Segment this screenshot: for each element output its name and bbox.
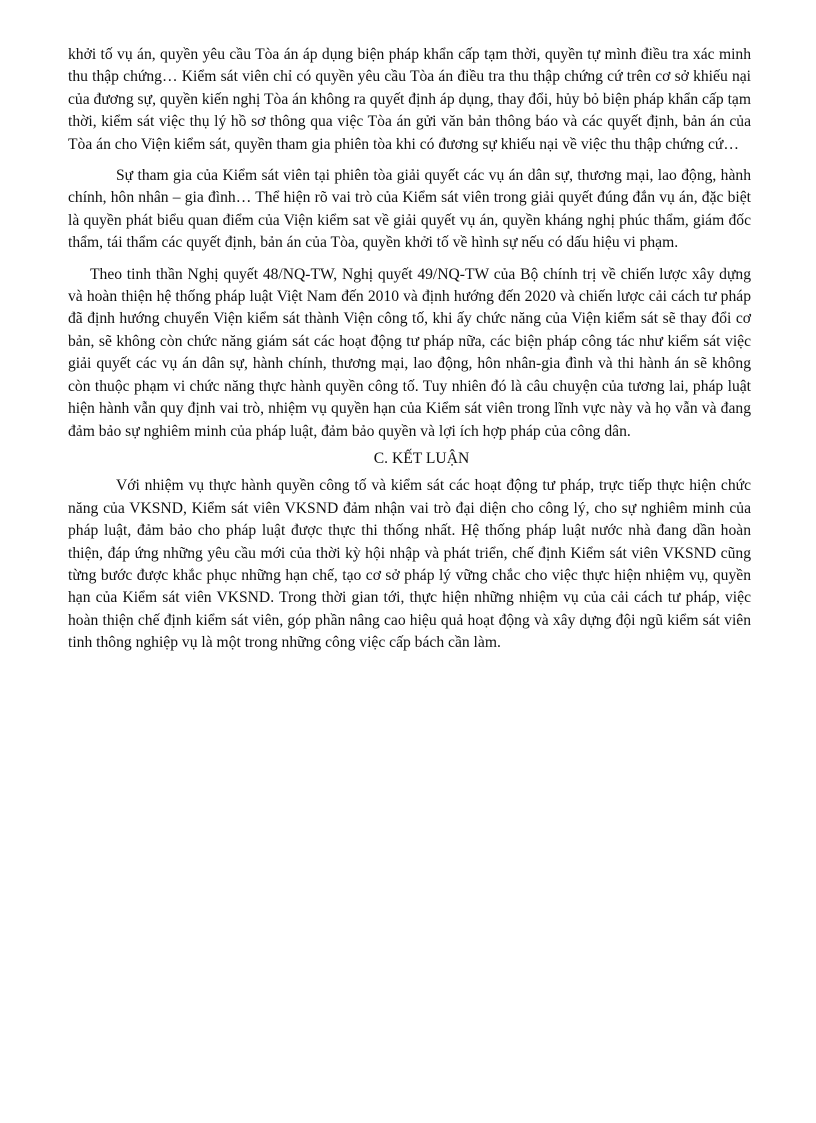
paragraph-2: Sự tham gia của Kiểm sát viên tại phiên tòa giải quyết các vụ án dân sự, thương mại, lao động, hành chính, hôn nhân – gia đình… Thể hiện rõ vai trò của Kiểm sát viên trong giải quyết đúng đắn vụ án, đặc biệt là quyền phát biểu quan điểm của Viện kiểm sat về giải quyết vụ án, quyền kháng nghị phúc thẩm, giám đốc thẩm, tái thẩm các quyết định, bản án của Tòa, quyền khởi tố về hình sự nếu có dấu hiệu vi phạm. [68,167,751,252]
document-body [68,44,751,655]
conclusion-paragraph: Với nhiệm vụ thực hành quyền công tố và kiểm sát các hoạt động tư pháp, trực tiếp thực hiện chức năng của VKSND, Kiểm sát viên VKSND đảm nhận vai trò đại diện cho công lý, cho sự nghiêm minh của pháp luật, đảm bảo cho pháp luật được thực thi thống nhất. Hệ thống pháp luật nước nhà đang dần hoàn thiện, đáp ứng những yêu cầu mới của thời kỳ hội nhập và phát triển, chế định Kiểm sát viên VKSND cũng từng bước được khắc phục những hạn chế, tạo cơ sở pháp lý vững chắc cho việc thực hiện nhiệm vụ, quyền hạn của Kiểm sát viên VKSND. Trong thời gian tới, thực hiện những nhiệm vụ của cải cách tư pháp, việc hoàn thiện chế định kiểm sát viên, góp phần nâng cao hiệu quả hoạt động và xây dựng đội ngũ kiểm sát viên tinh thông nghiệp vụ là một trong những công việc cấp bách cần làm. [68,477,751,652]
paragraph-1: khởi tố vụ án, quyền yêu cầu Tòa án áp dụng biện pháp khẩn cấp tạm thời, quyền tự mình điều tra xác minh thu thập chứng… Kiểm sát viên chỉ có quyền yêu cầu Tòa án điều tra thu thập chứng cứ trên cơ sở khiếu nại của đương sự, quyền kiến nghị Tòa án không ra quyết định áp dụng, thay đổi, hủy bỏ biện pháp khẩn cấp tạm thời, kiểm sát việc thụ lý hồ sơ thông qua việc Tòa án gửi văn bản thông báo và các quyết định, bản án của Tòa án cho Viện kiểm sát, quyền tham gia phiên tòa khi có đương sự khiếu nại về việc thu thập chứng cứ… [68,46,751,153]
section-heading: C. KẾT LUẬN [373,449,470,467]
paragraph-3: Theo tinh thần Nghị quyết 48/NQ-TW, Nghị quyết 49/NQ-TW của Bộ chính trị về chiến lược xây dựng và hoàn thiện hệ thống pháp luật Việt Nam đến 2010 và định hướng đến 2020 và chiến lược cải cách tư pháp đã định hướng chuyển Viện kiểm sát thành Viện công tố, khi ấy chức năng của Viện kiểm sát sẽ thay đổi cơ bản, sẽ không còn chức năng giám sát các hoạt động tư pháp nữa, các biện pháp công tác như kiểm sát việc giải quyết các vụ án dân sự, hành chính, thương mại, lao động, hôn nhân-gia đình và thi hành án sẽ không còn thuộc phạm vi chức năng thực hành quyền công tố. Tuy nhiên đó là câu chuyện của tương lai, pháp luật hiện hành vẫn quy định vai trò, nhiệm vụ quyền hạn của Kiểm sát viên trong lĩnh vực này và họ vẫn và đang đảm bảo sự nghiêm minh của pháp luật, đảm bảo quyền và lợi ích hợp pháp của công dân. [68,265,751,440]
